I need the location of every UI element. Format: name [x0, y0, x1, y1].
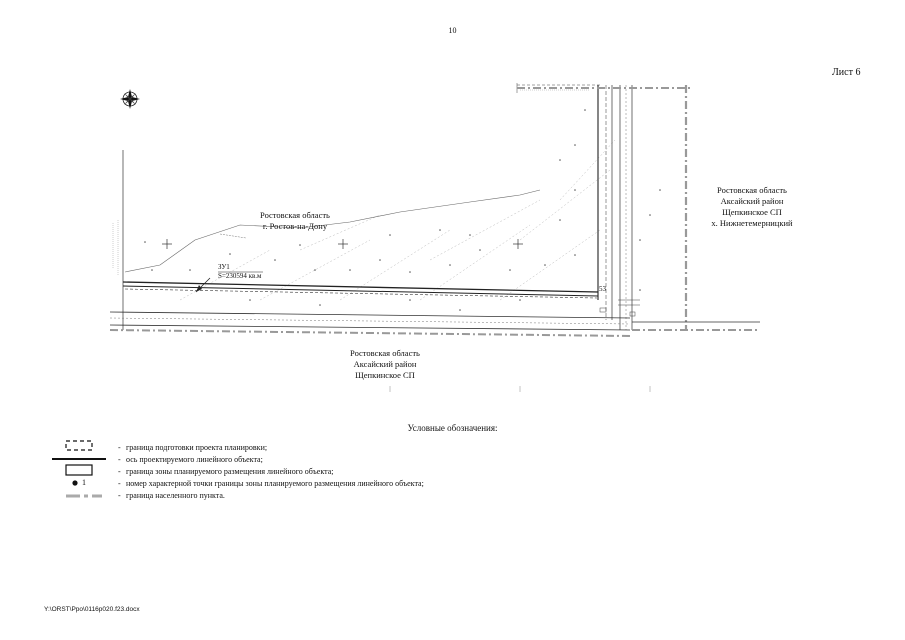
- legend-item: [118, 466, 334, 478]
- legend-item-text: граница зоны планируемого размещения линейного объекта;: [126, 467, 334, 476]
- legend-dash: -: [118, 467, 121, 476]
- footer-file-path: Y:\ORST\Ppo\0116p020.f23.docx: [44, 606, 140, 613]
- map-label-line: Ростовская область: [717, 185, 787, 195]
- sheet-label: Лист 6: [832, 67, 861, 78]
- boundary-point-label: 53: [599, 285, 606, 293]
- legend-item: [118, 490, 225, 502]
- legend-solid-rectangle-icon: [66, 465, 92, 475]
- legend-item-text: ось проектируемого линейного объекта;: [126, 455, 263, 464]
- map-label-line: Аксайский район: [353, 359, 417, 369]
- legend-item-text: номер характерной точки границы зоны планируемого размещения линейного объекта;: [126, 479, 424, 488]
- legend-item: [118, 454, 263, 466]
- legend-dot-icon: [72, 480, 77, 485]
- legend-dash: -: [118, 479, 121, 488]
- legend-item-text: граница населенного пункта.: [126, 491, 225, 500]
- zone-id-label: ЗУ1: [218, 263, 230, 271]
- map-label-line: Щепкинское СП: [722, 207, 782, 217]
- legend-dash: -: [118, 443, 121, 452]
- legend-dash: -: [118, 455, 121, 464]
- map-label-line: г. Ростов-на-Дону: [262, 221, 328, 231]
- map-label-line: Щепкинское СП: [355, 370, 415, 380]
- legend-point-number: 1: [82, 478, 86, 487]
- legend-item: [118, 442, 267, 454]
- zone-area-label: S=230594 кв.м: [218, 272, 262, 280]
- page-number: 10: [448, 26, 457, 35]
- legend-dashed-rectangle-icon: [66, 441, 92, 450]
- map-label-line: Ростовская область: [260, 210, 330, 220]
- legend-title: Условные обозначения:: [407, 423, 498, 433]
- map-label-line: Аксайский район: [720, 196, 784, 206]
- legend-item: [118, 478, 424, 490]
- legend-dash: -: [118, 491, 121, 500]
- map-label-line: Ростовская область: [350, 348, 420, 358]
- legend-item-text: граница подготовки проекта планировки;: [126, 443, 268, 452]
- map-label-line: х. Нижнетемерницкий: [711, 218, 793, 228]
